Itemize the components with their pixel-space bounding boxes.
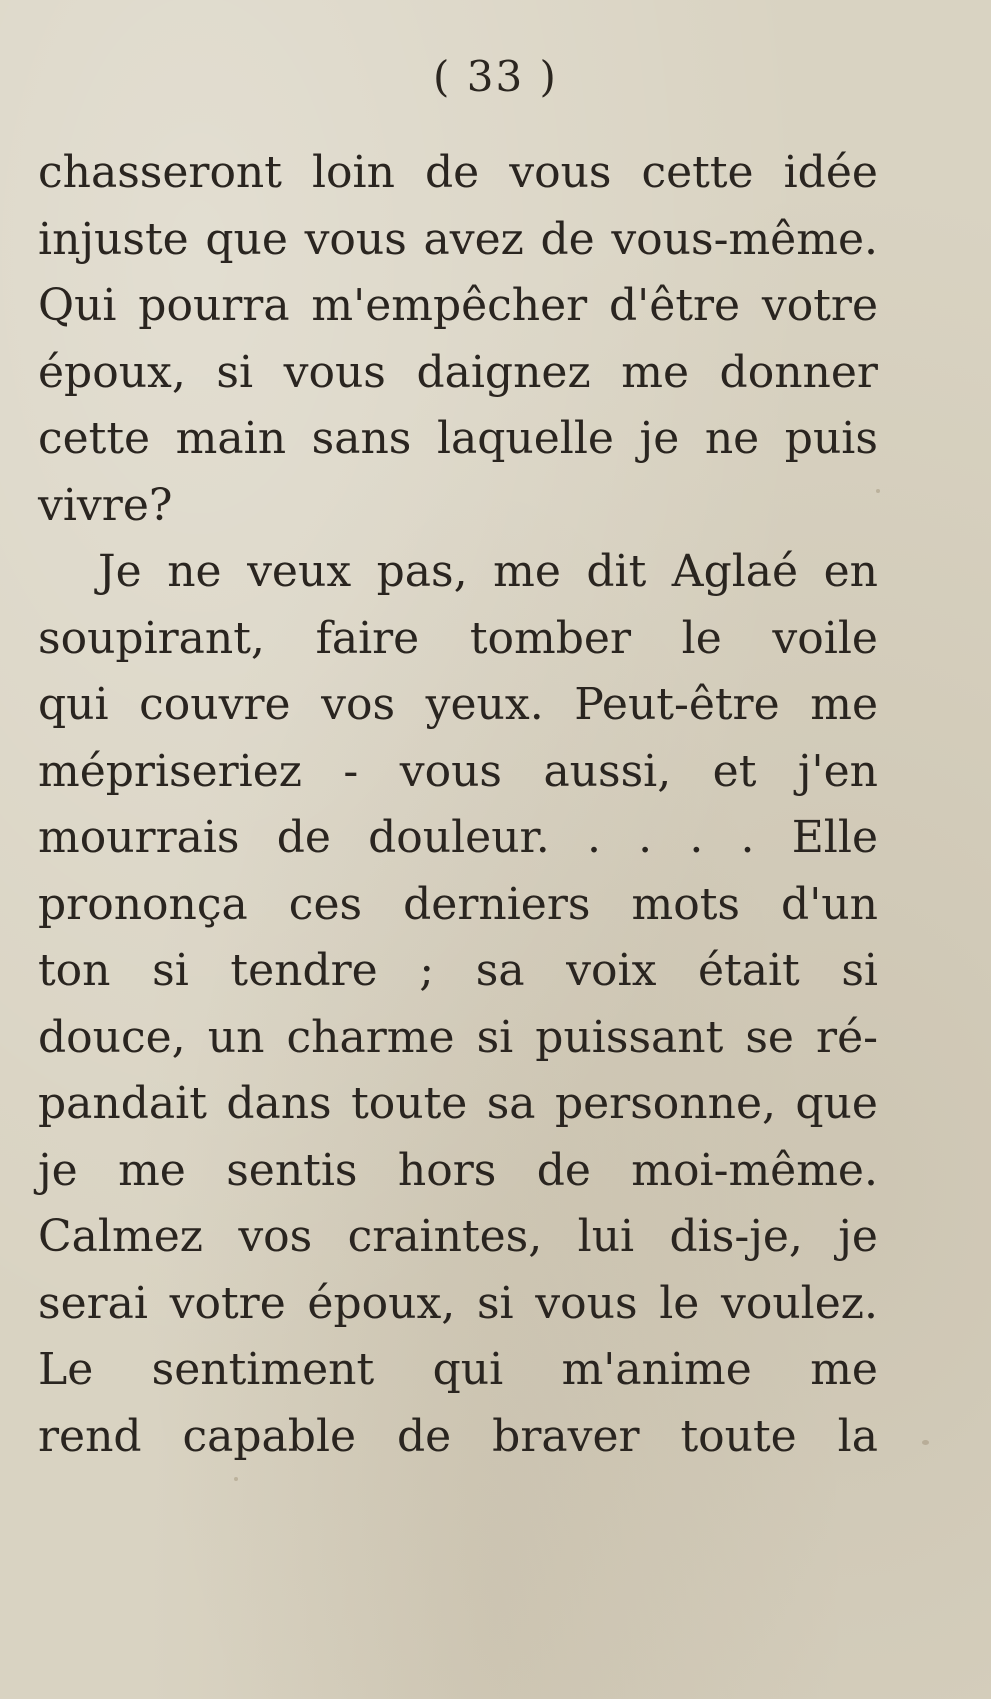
word: un: [207, 1011, 265, 1063]
paper-blemish: [234, 1477, 238, 1481]
word: lui: [577, 1211, 635, 1262]
page-number: ( 33 ): [433, 52, 558, 101]
word: derniers: [403, 878, 591, 930]
text-line: [38, 1138, 878, 1205]
paper-blemish: [922, 1440, 929, 1445]
word: injuste: [38, 213, 189, 265]
word: je: [38, 1144, 78, 1196]
word: aussi,: [543, 745, 672, 797]
text-line: vivre?: [38, 479, 173, 531]
word: je: [838, 1211, 878, 1262]
word: voile: [772, 612, 878, 664]
text-line: [38, 406, 878, 473]
text-line: [38, 1071, 878, 1138]
word: sa: [475, 945, 525, 996]
word: dans: [226, 1078, 332, 1129]
word: que: [205, 213, 288, 265]
word: tomber: [469, 612, 632, 664]
word: main: [175, 413, 287, 464]
text-line: [38, 207, 878, 274]
word: Je: [98, 546, 142, 597]
word: ;: [419, 945, 435, 996]
word: faire: [315, 612, 420, 664]
word: vous: [535, 1277, 638, 1329]
word: .: [586, 812, 601, 863]
text-line: [38, 805, 878, 872]
word: ne: [167, 546, 222, 597]
word: vous: [509, 147, 612, 198]
word: mots: [631, 878, 740, 930]
word: avez: [423, 213, 524, 265]
word: veux: [247, 546, 352, 597]
text-line: [38, 1404, 878, 1471]
word: .: [740, 812, 755, 863]
word: toute: [351, 1078, 468, 1129]
word: me: [810, 679, 878, 730]
word: donner: [719, 346, 878, 398]
word: qui: [38, 679, 109, 730]
text-line: [38, 340, 878, 407]
text-line: [38, 1271, 878, 1338]
body-text: [38, 140, 878, 1470]
word: hors: [397, 1144, 497, 1196]
word: m'anime: [561, 1344, 752, 1395]
word: voix: [566, 945, 657, 996]
word: époux,: [38, 346, 186, 398]
word: dit: [586, 546, 647, 597]
word: cette: [641, 147, 754, 198]
text-line: [38, 140, 878, 207]
word: que: [795, 1078, 878, 1129]
text-line: [38, 1005, 878, 1072]
word: se: [745, 1011, 794, 1063]
word: j'en: [797, 745, 878, 797]
word: -: [343, 745, 359, 797]
text-line: [38, 1204, 878, 1271]
word: et: [712, 745, 757, 797]
text-line: [38, 1337, 878, 1404]
word: capable: [182, 1410, 357, 1462]
word: sentis: [226, 1144, 358, 1196]
word: sans: [311, 413, 412, 464]
word: soupirant,: [38, 612, 265, 664]
word: de: [397, 1410, 452, 1462]
word: ces: [288, 878, 363, 930]
word: le: [681, 612, 722, 664]
word: voulez.: [721, 1277, 878, 1329]
word: époux,: [307, 1277, 456, 1329]
word: .: [638, 812, 653, 863]
word: serai: [38, 1277, 148, 1329]
word: de: [424, 147, 480, 198]
word: d'être: [609, 280, 741, 331]
word: d'un: [781, 878, 878, 930]
word: m'empêcher: [311, 280, 588, 331]
word: puis: [784, 413, 878, 464]
word: vous: [399, 745, 502, 797]
word: craintes,: [347, 1211, 543, 1262]
word: mépriseriez: [38, 745, 302, 797]
word: .: [689, 812, 704, 863]
word: si: [216, 346, 254, 398]
text-line: [38, 539, 878, 606]
word: braver: [492, 1410, 640, 1462]
word: si: [152, 945, 189, 996]
word: Aglaé: [671, 546, 799, 597]
word: Calmez: [38, 1211, 203, 1262]
word: était: [698, 945, 800, 996]
text-line: [38, 872, 878, 939]
text-line: [38, 672, 878, 739]
word: cette: [38, 413, 151, 464]
word: couvre: [139, 679, 291, 730]
word: toute: [680, 1410, 797, 1462]
word: si: [476, 1277, 514, 1329]
word: ne: [704, 413, 760, 464]
word: tendre: [230, 945, 378, 996]
word: je: [639, 413, 680, 464]
word: sa: [486, 1078, 536, 1129]
text-line: [38, 273, 878, 340]
word: ton: [38, 945, 111, 996]
word: si: [476, 1011, 514, 1063]
text-line: [38, 606, 878, 673]
word: Elle: [791, 812, 878, 863]
word: Le: [38, 1344, 94, 1395]
word: charme: [286, 1011, 455, 1063]
word: puissant: [535, 1011, 724, 1063]
word: vous-même.: [611, 213, 878, 265]
word: vos: [238, 1211, 313, 1262]
word: le: [659, 1277, 700, 1329]
word: Qui: [38, 280, 117, 331]
text-line: [38, 739, 878, 806]
word: ré-: [816, 1011, 878, 1063]
word: me: [493, 546, 561, 597]
word: pas,: [376, 546, 468, 597]
word: Peut-être: [574, 679, 780, 730]
text-line: [38, 938, 878, 1005]
word: en: [823, 546, 878, 597]
word: vous: [283, 346, 386, 398]
word: douleur.: [368, 812, 550, 863]
word: qui: [432, 1344, 504, 1395]
word: laquelle: [436, 413, 614, 464]
word: daignez: [416, 346, 591, 398]
word: prononça: [38, 878, 248, 930]
word: mourrais: [38, 812, 240, 863]
word: dis-je,: [669, 1211, 803, 1262]
word: pandait: [38, 1078, 207, 1129]
word: moi-même.: [631, 1144, 878, 1196]
word: me: [621, 346, 689, 398]
paper-blemish: [876, 489, 880, 493]
word: la: [837, 1410, 878, 1462]
word: yeux.: [425, 679, 544, 730]
word: vous: [304, 213, 407, 265]
word: si: [841, 945, 878, 996]
word: vos: [321, 679, 396, 730]
word: de: [276, 812, 331, 863]
word: chasseront: [38, 147, 282, 198]
word: idée: [783, 147, 878, 198]
word: sentiment: [151, 1344, 375, 1395]
word: loin: [311, 147, 395, 198]
word: me: [118, 1144, 186, 1196]
word: rend: [38, 1410, 142, 1462]
word: de: [536, 1144, 591, 1196]
word: douce,: [38, 1011, 186, 1063]
word: personne,: [554, 1078, 776, 1129]
word: votre: [169, 1277, 286, 1329]
word: pourra: [138, 280, 290, 331]
word: de: [540, 213, 595, 265]
word: votre: [761, 280, 878, 331]
word: me: [810, 1344, 878, 1395]
